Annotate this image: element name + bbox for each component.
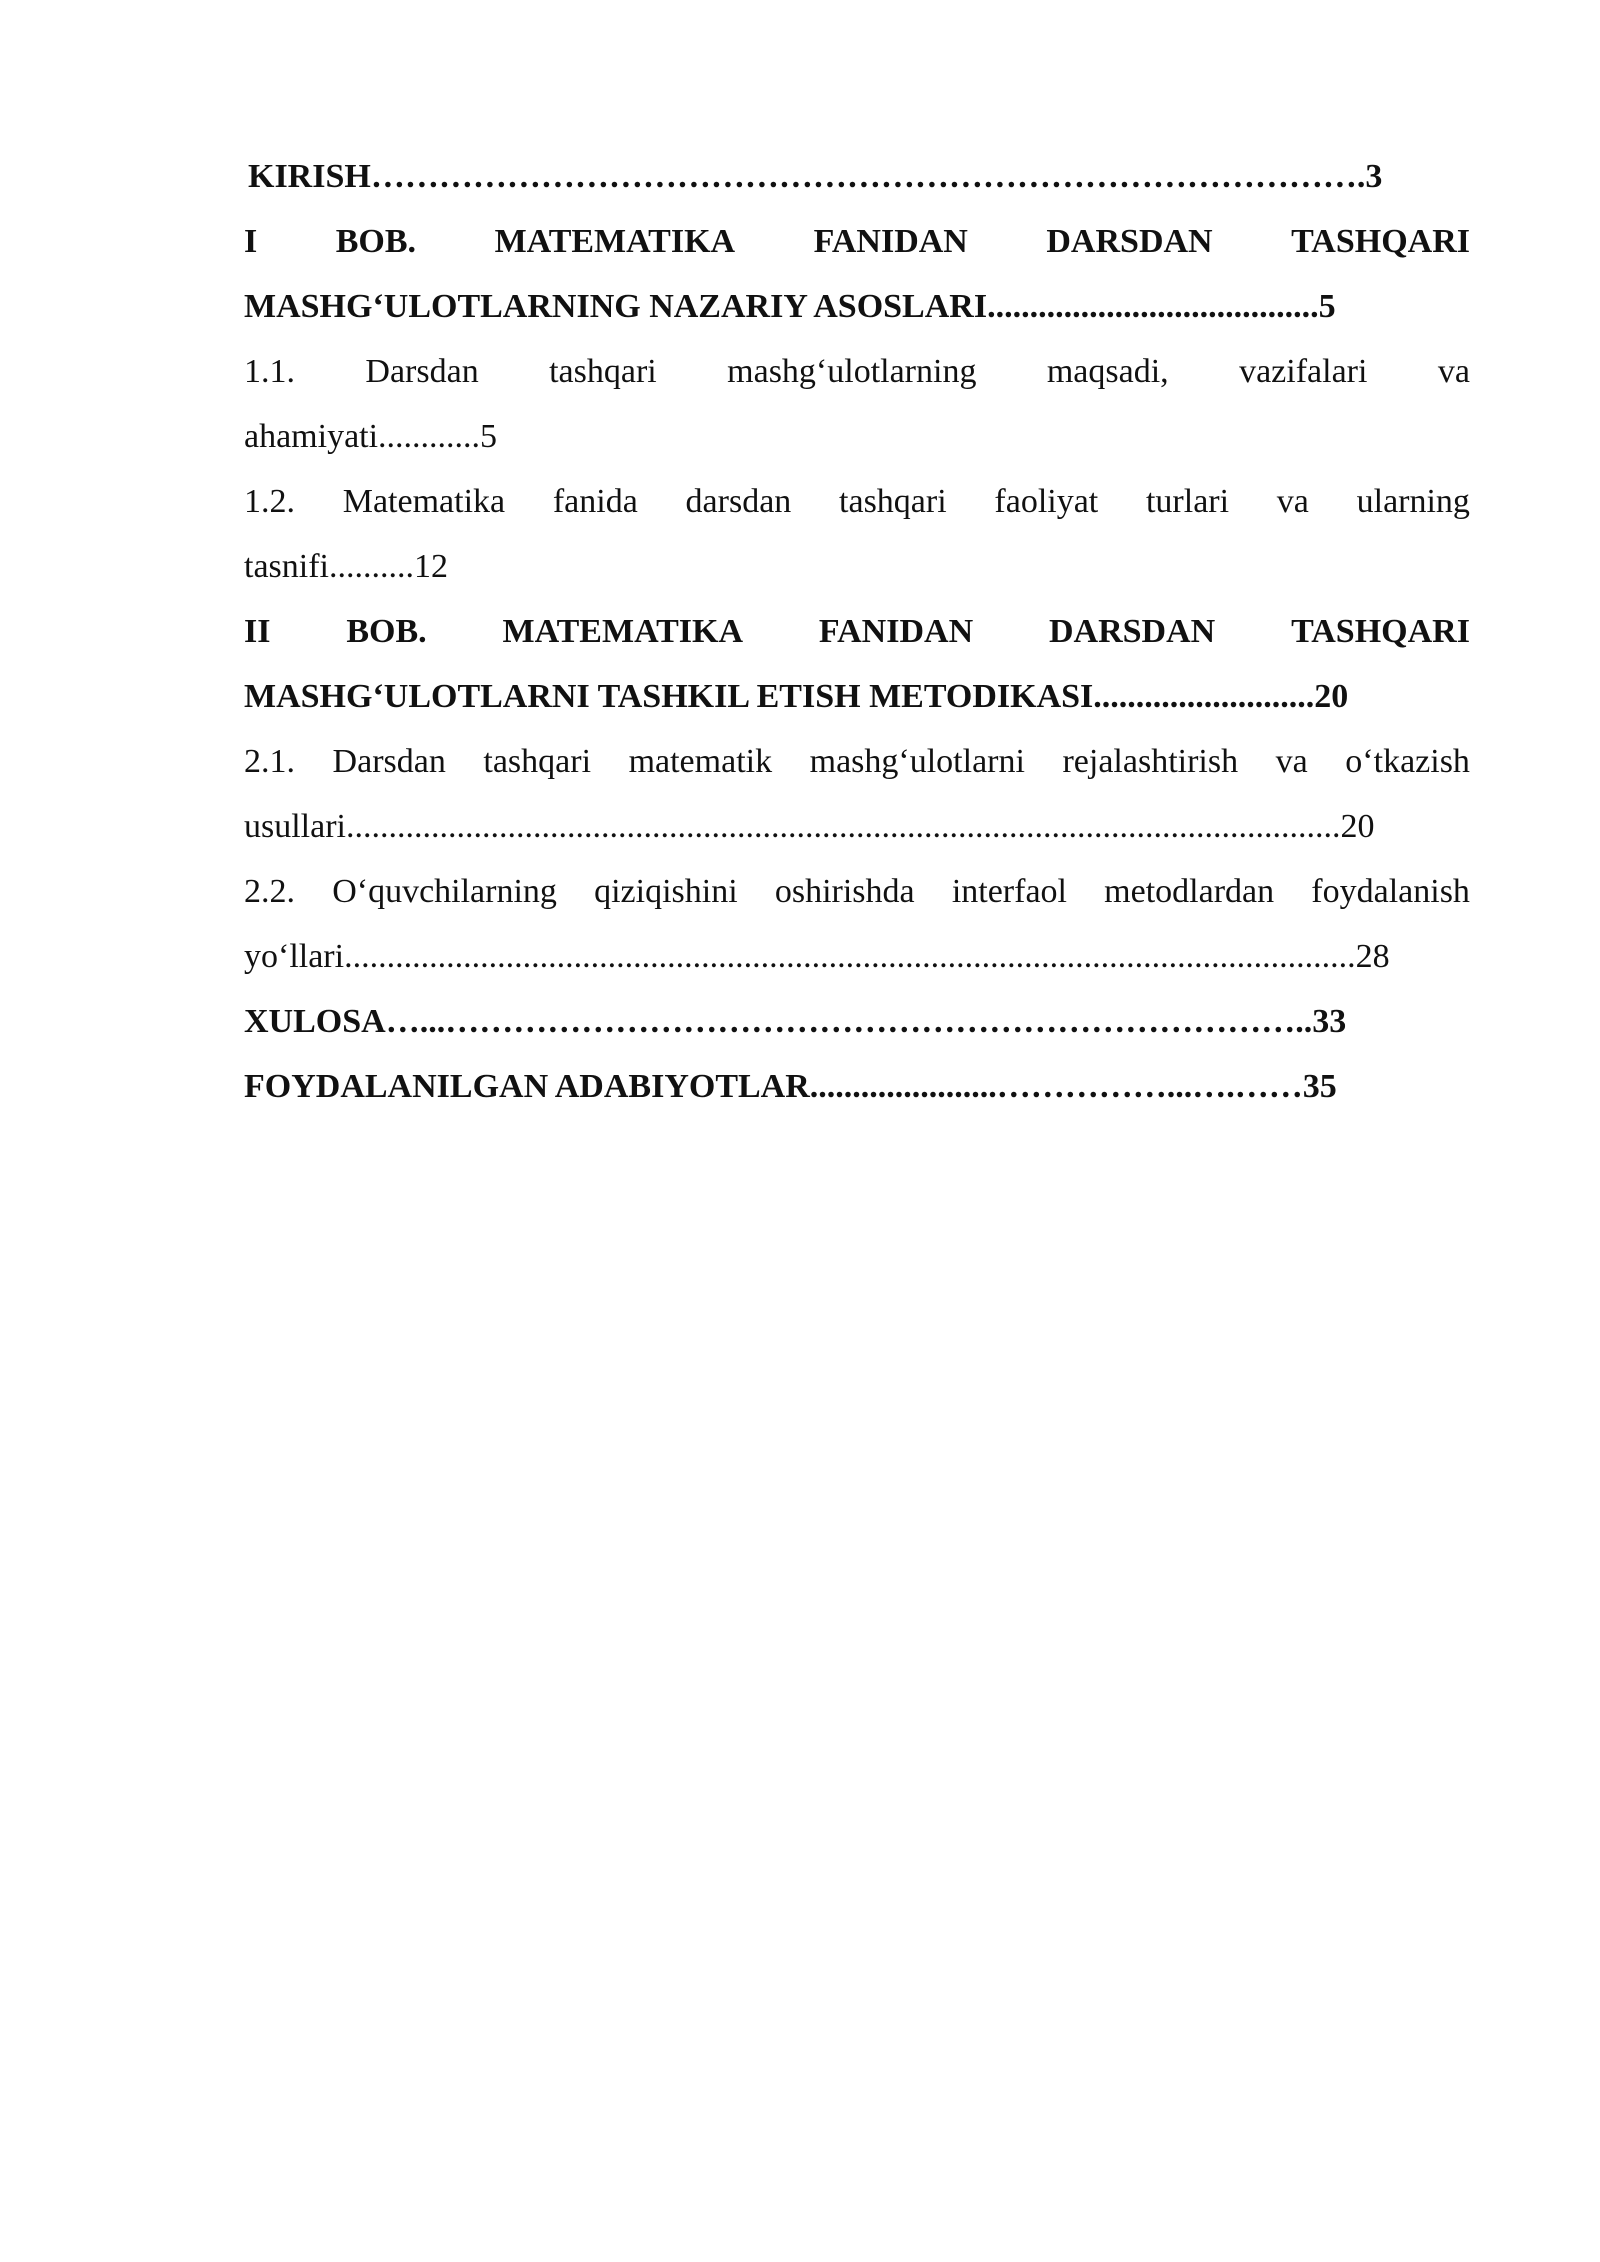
toc-word: o‘tkazish — [1345, 743, 1470, 780]
toc-word: rejalashtirish — [1062, 743, 1239, 780]
toc-word: mashg‘ulotlarning — [727, 353, 977, 390]
toc-entry-chapter-1-line-1[interactable] — [244, 209, 1470, 274]
toc-word: fanida — [552, 483, 638, 520]
toc-word: va — [1276, 483, 1309, 520]
toc-word: DARSDAN — [1046, 223, 1213, 260]
toc-entry-adabiyotlar[interactable]: FOYDALANILGAN ADABIYOTLAR......................……………...….……35 — [244, 1068, 1337, 1105]
toc-entry-section-2-1-line-1[interactable] — [244, 729, 1470, 794]
toc-entry-kirish[interactable]: KIRISH…………………………………………………………………………….3 — [248, 158, 1383, 195]
toc-word: O‘quvchilarning — [332, 873, 557, 910]
toc-word: FANIDAN — [818, 613, 974, 650]
toc-word: tashqari — [483, 743, 592, 780]
toc-word: faoliyat — [994, 483, 1099, 520]
toc-word: 1.1. — [244, 353, 295, 390]
toc-word: 2.2. — [244, 873, 295, 910]
toc-word: I — [244, 223, 258, 260]
toc-word: MATEMATIKA — [494, 223, 736, 260]
toc-entry-section-1-1-line-1[interactable] — [244, 339, 1470, 404]
toc-word: darsdan — [685, 483, 792, 520]
toc-word: Matematika — [342, 483, 506, 520]
toc-word: qiziqishini — [594, 873, 738, 910]
toc-word: 1.2. — [244, 483, 295, 520]
toc-word: TASHQARI — [1291, 223, 1470, 260]
toc-entry-xulosa[interactable]: XULOSA…...…………………………………………………………………..33 — [244, 1003, 1347, 1040]
toc-entry-section-2-1-line-2[interactable]: usullari.....................................................................................................................20 — [244, 808, 1375, 845]
toc-word: mashg‘ulotlarni — [809, 743, 1025, 780]
toc-word: Darsdan — [365, 353, 479, 390]
toc-word: metodlardan — [1104, 873, 1275, 910]
toc-entry-section-2-2-line-2[interactable]: yo‘llari.......................................................................................................................28 — [244, 938, 1390, 975]
toc-entry-chapter-2-line-1[interactable] — [244, 599, 1470, 664]
toc-word: BOB. — [335, 223, 417, 260]
toc-entry-section-1-2-line-2[interactable]: tasnifi..........12 — [244, 548, 448, 585]
toc-word: tashqari — [839, 483, 947, 520]
toc-word: vazifalari — [1239, 353, 1368, 390]
toc-word: FANIDAN — [813, 223, 968, 260]
toc-word: va — [1437, 353, 1470, 390]
toc-word: va — [1275, 743, 1308, 780]
toc-word: maqsadi, — [1046, 353, 1169, 390]
toc-entry-section-2-2-line-1[interactable] — [244, 859, 1470, 924]
toc-word: II — [244, 613, 271, 650]
toc-word: TASHQARI — [1291, 613, 1470, 650]
toc-entry-chapter-2-line-2[interactable]: MASHG‘ULOTLARNI TASHKIL ETISH METODIKASI..........................20 — [244, 678, 1349, 715]
toc-word: tashqari — [549, 353, 657, 390]
toc-word: DARSDAN — [1048, 613, 1216, 650]
toc-entry-section-1-1-line-2[interactable]: ahamiyati............5 — [244, 418, 498, 455]
table-of-contents — [244, 144, 1470, 1119]
toc-word: foydalanish — [1311, 873, 1470, 910]
toc-word: turlari — [1145, 483, 1230, 520]
toc-word: Darsdan — [332, 743, 446, 780]
toc-entry-section-1-2-line-1[interactable] — [244, 469, 1470, 534]
toc-word: oshirishda — [774, 873, 915, 910]
toc-word: matematik — [628, 743, 773, 780]
toc-word: BOB. — [346, 613, 427, 650]
toc-word: ularning — [1356, 483, 1470, 520]
toc-entry-chapter-1-line-2[interactable]: MASHG‘ULOTLARNING NAZARIY ASOSLARI.......................................5 — [244, 288, 1336, 325]
toc-word: MATEMATIKA — [502, 613, 744, 650]
toc-word: 2.1. — [244, 743, 295, 780]
toc-word: interfaol — [951, 873, 1067, 910]
